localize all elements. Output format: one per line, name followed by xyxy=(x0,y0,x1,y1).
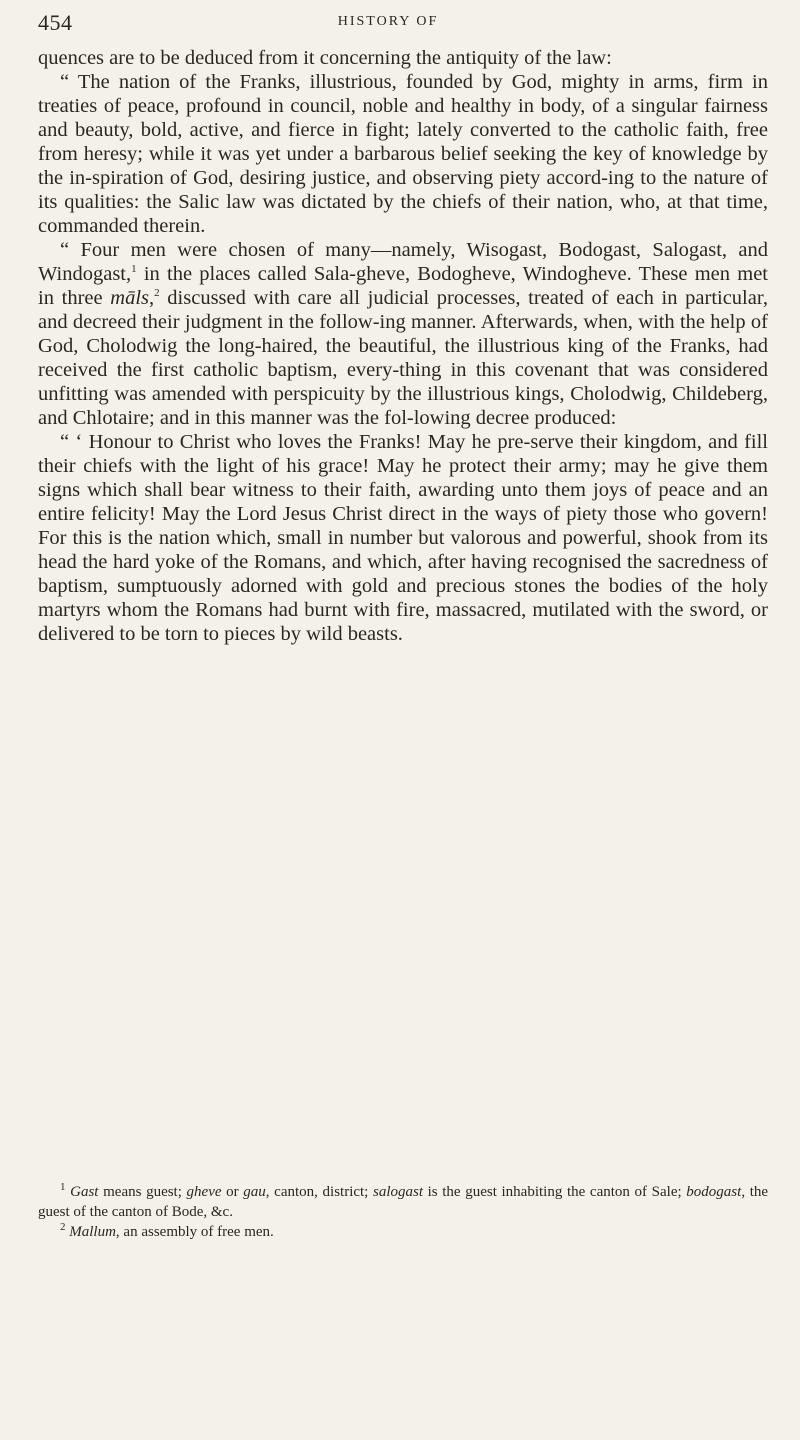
paragraph-2: “ The nation of the Franks, illustrious, founded by God, mighty in arms, firm in treaties of peace, profound in council, noble and healthy in body, of a singular fairness and beauty, bold, active, and fierce in fight; lately converted to the catholic faith, free from heresy; while it was yet under a barbarous belief seeking the key of knowledge by the in-spiration of God, desiring justice, and observing piety accord-ing to the nature of its qualities: the Salic law was dictated by the chiefs of their nation, who, at that time, commanded therein. xyxy=(38,71,768,237)
footnote-1-text-b: or xyxy=(221,1184,244,1200)
footnote-2-text: , an assembly of free men. xyxy=(115,1224,274,1240)
paragraph-3-text-c: discussed with care all judicial processes, treated of each in particular, and decreed their judgment in the follow-ing manner. Afterwards, when, with the help of God, Cholodwig the long-haired, the beautiful, the illustrious king of the Franks, had received the first catholic baptism, every-thing in this covenant that was considered unfitting was amended with perspicuity by the illustrious kings, Cholodwig, Childeberg, and Chlotaire; and in this manner was the fol-lowing decree produced: xyxy=(38,287,768,429)
footnotes xyxy=(38,1182,768,1242)
paragraph-3: “ Four men were chosen of many—namely, Wisogast, Bodogast, Salogast, and Windogast,$^1$ in the places called Sala-gheve, Bodogheve, Windogheve. These men met in three māls,$^2$ discussed with care all judicial processes, treated of each in particular, and decreed their judgment in the follow-ing manner. Afterwards, when, with the help of God, Cholodwig the long-haired, the beautiful, the illustrious king of the Franks, had received the first catholic baptism, every-thing in this covenant that was considered unfitting was amended with perspicuity by the illustrious kings, Cholodwig, Childeberg, and Chlotaire; and in this manner was the fol-lowing decree produced: xyxy=(38,239,768,429)
footnote-ref-1: 1 xyxy=(131,263,137,276)
footnote-2 xyxy=(38,1222,768,1242)
page-header xyxy=(38,10,738,50)
footnote-2-number: 2 xyxy=(60,1221,66,1233)
paragraph-1: quences are to be deduced from it concerning the antiquity of the law: xyxy=(38,47,612,69)
footnote-1-text-e: , the guest of the canton of Bode, &c. xyxy=(38,1184,769,1220)
page-number: 454 xyxy=(38,10,73,35)
footnote-1 xyxy=(38,1182,768,1222)
paragraph-3-text-b: in the places called Sala-gheve, Bodogheve, Windogheve. These men met in three xyxy=(38,263,768,309)
footnote-1-term-bodogast: bodogast xyxy=(686,1184,742,1200)
footnote-1-text-a: means guest; xyxy=(98,1184,187,1200)
term-mals: māls xyxy=(110,287,149,309)
footnote-1-term-salogast: salogast xyxy=(372,1184,423,1200)
footnote-1-term-gheve: gheve xyxy=(186,1184,222,1200)
footnote-1-term-gast: Gast xyxy=(70,1184,99,1200)
footnote-1-text-c: , canton, district; xyxy=(265,1184,373,1200)
running-head: HISTORY OF xyxy=(337,14,439,29)
body-text xyxy=(38,46,768,646)
footnote-ref-2: 2 xyxy=(154,287,160,300)
paragraph-3-text-a: “ Four men were chosen of many—namely, Wisogast, Bodogast, Salogast, and Windogast, xyxy=(38,239,768,285)
footnote-1-number: 1 xyxy=(60,1181,66,1193)
footnote-1-text-d: is the guest inhabiting the canton of Sale; xyxy=(423,1184,687,1200)
footnote-2-term-mallum: Mallum xyxy=(69,1224,116,1240)
footnote-1-term-gau: gau xyxy=(243,1184,266,1200)
paragraph-4: “ ‘ Honour to Christ who loves the Franks! May he pre-serve their kingdom, and fill their chiefs with the light of his grace! May he protect their army; may he give them signs which shall bear witness to their faith, awarding unto them joys of peace and an entire felicity! May the Lord Jesus Christ direct in the ways of piety those who govern! For this is the nation which, small in number but valorous and powerful, shook from its head the hard yoke of the Romans, and which, after having recognised the sacredness of baptism, sumptuously adorned with gold and precious stones the bodies of the holy martyrs whom the Romans had burnt with fire, massacred, mutilated with the sword, or delivered to be torn to pieces by wild beasts. xyxy=(38,431,768,645)
